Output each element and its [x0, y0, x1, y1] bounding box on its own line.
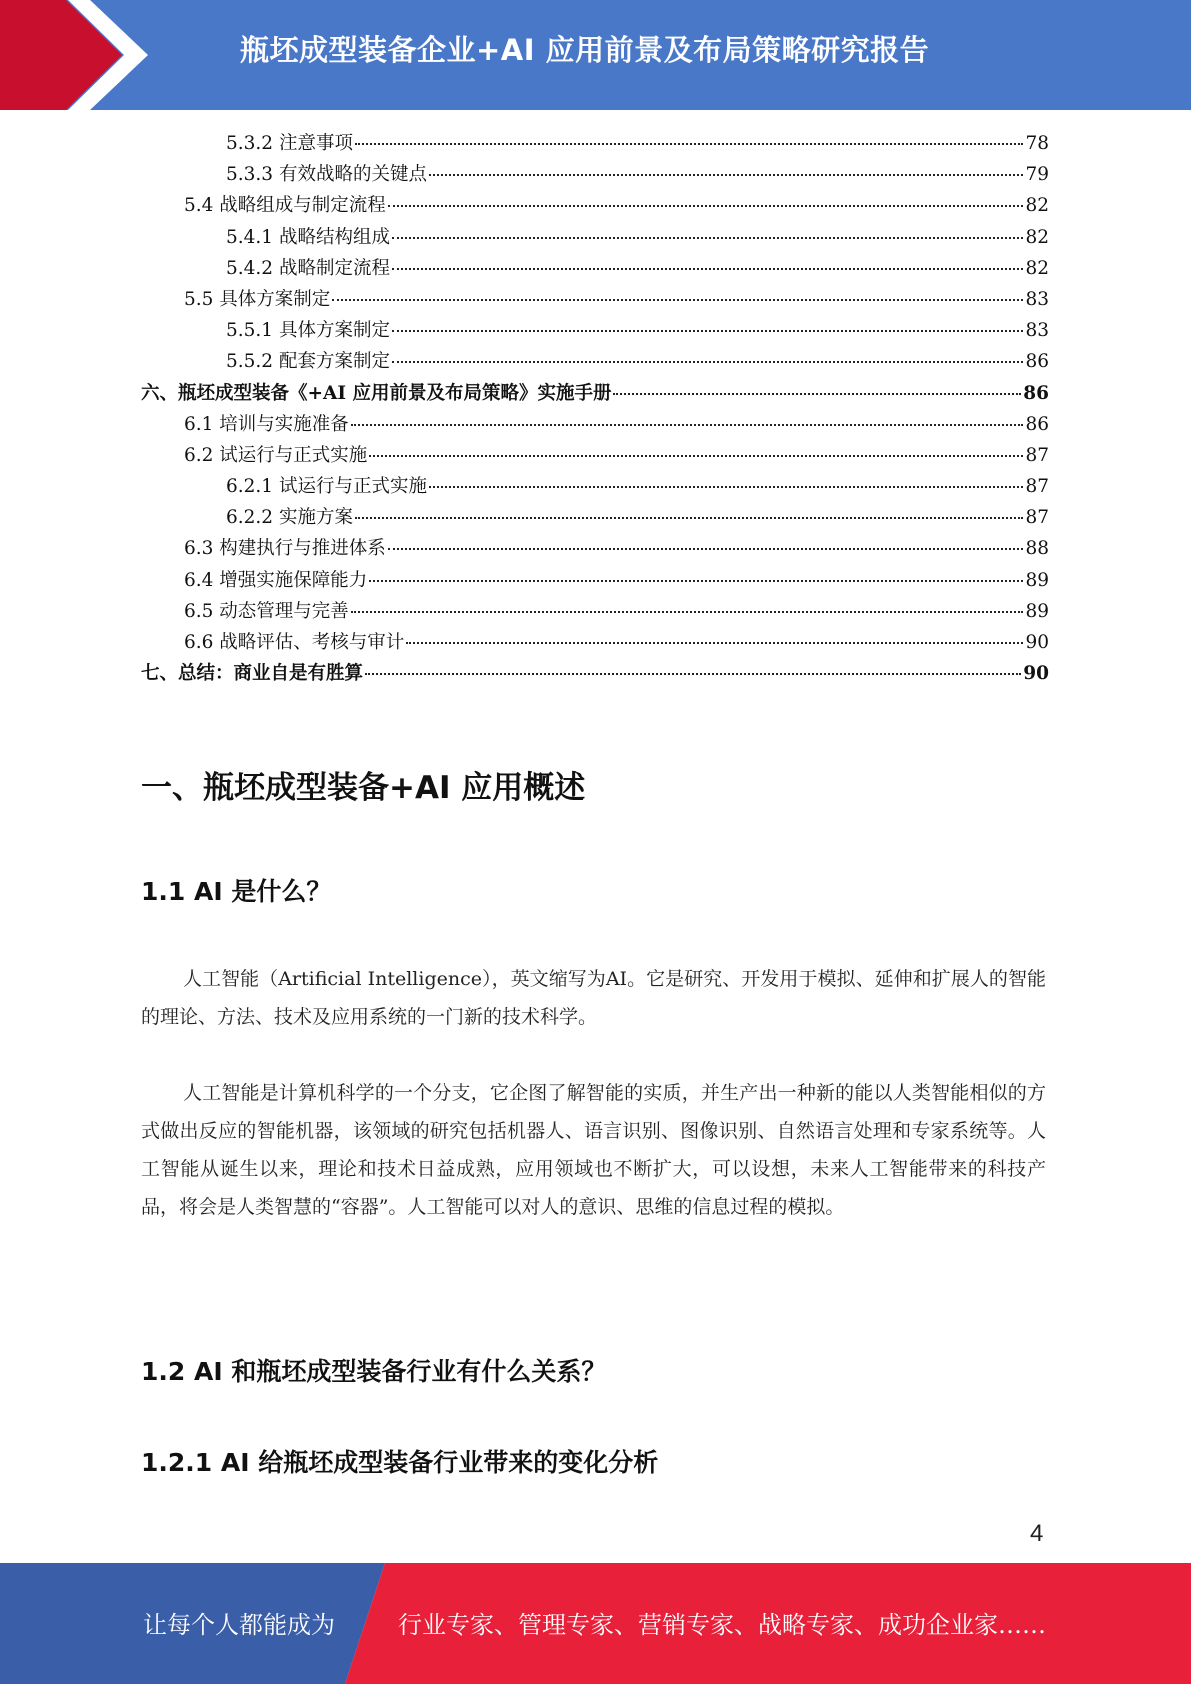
toc-entry-page: 86: [1025, 351, 1049, 373]
toc-dot-leader: [365, 673, 1021, 675]
toc-entry[interactable]: [141, 440, 1049, 471]
toc-entry-page: 82: [1025, 257, 1049, 279]
toc-entry-page: 87: [1025, 507, 1049, 529]
toc-entry-label: 6.2 试运行与正式实施: [184, 444, 368, 466]
subsection-heading-1-1: 1.1 AI 是什么？: [141, 877, 332, 906]
toc-dot-leader: [351, 424, 1024, 426]
toc-entry-page: 83: [1025, 320, 1049, 342]
toc-entry-page: 82: [1025, 195, 1049, 217]
toc-entry-page: 89: [1025, 569, 1049, 591]
toc-entry-label: 5.5.1 具体方案制定: [226, 320, 390, 342]
toc-entry[interactable]: [141, 222, 1049, 253]
paragraph-ai-definition: 人工智能（Artificial Intelligence），英文缩写为AI。它是研究、开发用于模拟、延伸和扩展人的智能的理论、方法、技术及应用系统的一门新的技术科学。: [141, 968, 1046, 1028]
footer-band: [0, 1563, 1191, 1684]
toc-dot-leader: [355, 517, 1024, 519]
toc-entry[interactable]: [141, 346, 1049, 377]
toc-entry[interactable]: [141, 409, 1049, 440]
section-heading: 一、瓶坯成型装备+AI 应用概述: [141, 770, 586, 806]
toc-entry[interactable]: [141, 378, 1049, 409]
toc-entry-page: 78: [1025, 133, 1049, 154]
toc-entry-label: 6.1 培训与实施准备: [184, 413, 349, 435]
toc-entry-page: 86: [1025, 413, 1049, 435]
table-of-contents: [141, 128, 1049, 689]
toc-dot-leader: [613, 393, 1021, 395]
toc-dot-leader: [369, 580, 1023, 582]
toc-entry-label: 七、总结：商业自是有胜算: [141, 663, 364, 685]
toc-entry-page: 79: [1025, 164, 1049, 186]
toc-dot-leader: [392, 268, 1023, 270]
toc-entry[interactable]: [141, 565, 1049, 596]
toc-entry[interactable]: [141, 658, 1049, 689]
toc-entry-page: 90: [1025, 632, 1049, 653]
toc-entry-label: 6.2.1 试运行与正式实施: [226, 476, 427, 498]
toc-entry-label: 6.2.2 实施方案: [226, 507, 353, 529]
toc-entry-label: 5.3.3 有效战略的关键点: [226, 164, 427, 186]
header-band: [0, 0, 1191, 110]
toc-entry-page: 87: [1025, 444, 1049, 466]
footer-slogan-left: 让每个人都能成为: [143, 1611, 335, 1639]
toc-dot-leader: [392, 237, 1023, 239]
toc-dot-leader: [429, 174, 1023, 176]
toc-entry[interactable]: [141, 190, 1049, 221]
toc-entry-label: 5.4.1 战略结构组成: [226, 226, 390, 248]
paragraph-ai-branch: 人工智能是计算机科学的一个分支，它企图了解智能的实质，并生产出一种新的能以人类智能相似的方式做出反应的智能机器，该领域的研究包括机器人、语言识别、图像识别、自然语言处理和专家系统等。人工智能从诞生以来，理论和技术日益成熟，应用领域也不断扩大，可以设想，未来人工智能带来的科技产品，将会是人类智慧的“容器”。人工智能可以对人的意识、思维的信息过程的模拟。: [141, 1082, 1046, 1218]
toc-dot-leader: [406, 642, 1023, 644]
toc-entry[interactable]: [141, 128, 1049, 159]
toc-entry-label: 5.3.2 注意事项: [226, 133, 353, 154]
toc-dot-leader: [355, 143, 1024, 145]
toc-entry-page: 90: [1023, 663, 1049, 685]
toc-entry[interactable]: [141, 627, 1049, 658]
toc-entry[interactable]: [141, 315, 1049, 346]
toc-entry-page: 89: [1025, 600, 1049, 622]
header-arrow-decoration: [0, 0, 200, 110]
toc-entry-label: 5.5.2 配套方案制定: [226, 351, 390, 373]
toc-entry[interactable]: [141, 159, 1049, 190]
toc-dot-leader: [369, 455, 1023, 457]
toc-entry-label: 6.3 构建执行与推进体系: [184, 538, 386, 560]
toc-entry[interactable]: [141, 502, 1049, 533]
toc-dot-leader: [392, 330, 1023, 332]
toc-entry-label: 6.5 动态管理与完善: [184, 600, 349, 622]
toc-entry-page: 88: [1025, 538, 1049, 560]
toc-dot-leader: [429, 486, 1023, 488]
toc-dot-leader: [388, 548, 1024, 550]
toc-entry-label: 6.6 战略评估、考核与审计: [184, 632, 405, 653]
page-number: 4: [1030, 1520, 1044, 1547]
toc-dot-leader: [392, 361, 1023, 363]
footer-slogan-right: 行业专家、管理专家、营销专家、战略专家、成功企业家……: [398, 1611, 1046, 1639]
toc-dot-leader: [332, 299, 1023, 301]
toc-entry-label: 5.4.2 战略制定流程: [226, 257, 390, 279]
toc-dot-leader: [388, 205, 1024, 207]
document-title: 瓶坯成型装备企业+AI 应用前景及布局策略研究报告: [240, 33, 930, 67]
toc-dot-leader: [351, 611, 1024, 613]
toc-entry[interactable]: [141, 471, 1049, 502]
toc-entry-page: 86: [1023, 382, 1049, 404]
toc-entry-page: 87: [1025, 476, 1049, 498]
toc-entry-label: 5.4 战略组成与制定流程: [184, 195, 386, 217]
toc-entry-label: 5.5 具体方案制定: [184, 288, 331, 310]
toc-entry-page: 83: [1025, 288, 1049, 310]
subsection-heading-1-2: 1.2 AI 和瓶坯成型装备行业有什么关系？: [141, 1357, 607, 1386]
toc-entry[interactable]: [141, 253, 1049, 284]
subsection-heading-1-2-1: 1.2.1 AI 给瓶坯成型装备行业带来的变化分析: [141, 1448, 659, 1477]
toc-entry-label: 6.4 增强实施保障能力: [184, 569, 368, 591]
toc-entry[interactable]: [141, 284, 1049, 315]
toc-entry-label: 六、瓶坯成型装备《+AI 应用前景及布局策略》实施手册: [141, 382, 612, 404]
toc-entry-page: 82: [1025, 226, 1049, 248]
toc-entry[interactable]: [141, 596, 1049, 627]
toc-entry[interactable]: [141, 533, 1049, 564]
